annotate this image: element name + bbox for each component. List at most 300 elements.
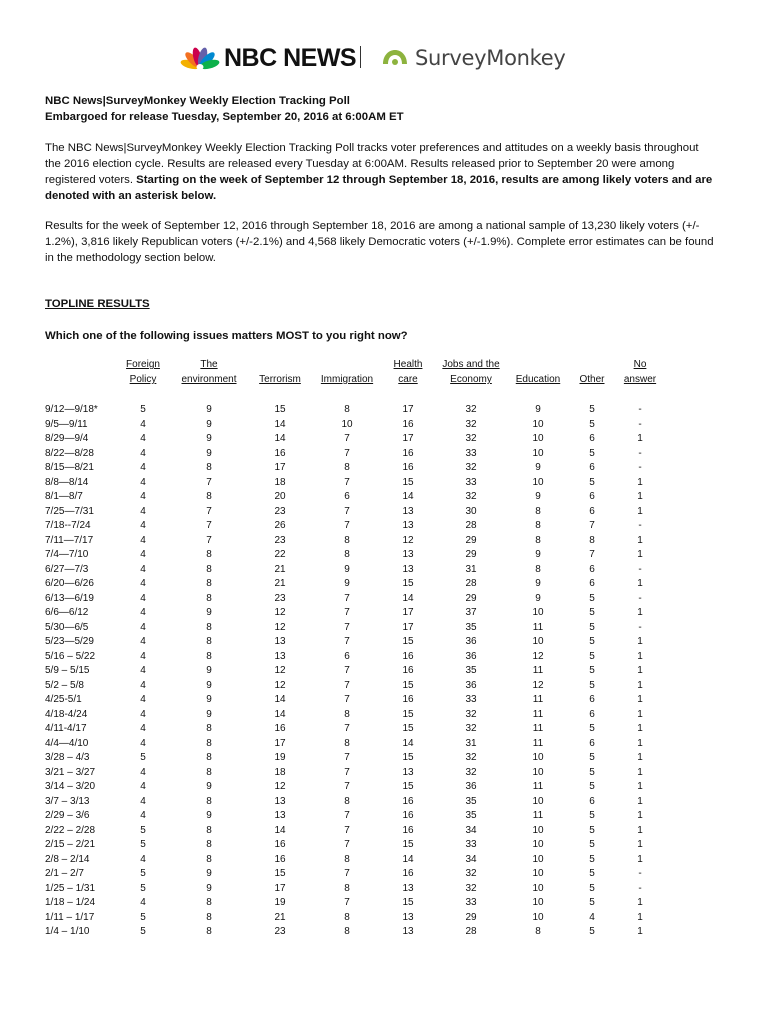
cell-foreign_policy: 4 [140,679,146,691]
cell-no_answer: 1 [637,737,643,749]
cell-other: 5 [589,447,595,459]
cell-terrorism: 16 [274,839,286,850]
cell-education: 9 [535,592,541,604]
cell-education: 10 [532,447,544,459]
column-header-foreign_policy-line1: Foreign [126,359,160,370]
column-header-education-line2: Education [515,374,561,385]
cell-no_answer: 1 [637,766,643,778]
embargo-line: Embargoed for release Tuesday, September 20, 2016 at 6:00AM ET [45,111,404,123]
intro-paragraph-2 [45,218,735,266]
cell-health_care: 13 [402,505,414,517]
column-header-no_answer-line2: answer [623,374,657,385]
cell-other: 5 [589,723,595,734]
cell-terrorism: 23 [274,534,286,546]
cell-education: 11 [532,708,544,720]
cell-health_care: 15 [402,708,414,720]
cell-no_answer: 1 [637,549,643,560]
cell-other: 5 [589,418,595,430]
cell-environment: 9 [206,404,212,415]
cell-immigration: 7 [344,781,350,792]
row-date: 1/18 – 1/24 [45,897,96,908]
cell-foreign_policy: 4 [140,476,146,488]
cell-foreign_policy: 4 [140,665,146,676]
cell-environment: 9 [206,694,212,705]
cell-immigration: 7 [344,868,350,879]
cell-education: 9 [535,578,541,589]
cell-foreign_policy: 4 [140,418,146,430]
cell-no_answer: - [638,868,642,879]
cell-health_care: 16 [402,418,414,430]
cell-immigration: 7 [344,621,350,633]
table-row [0,779,768,794]
p1-line2: the 2016 election cycle. Results are released every Tuesday at 6:00AM. Results released prior to September 20 were among [45,158,675,170]
cell-foreign_policy: 5 [140,839,146,850]
cell-jobs_economy: 33 [465,694,477,705]
cell-jobs_economy: 32 [465,882,477,894]
cell-foreign_policy: 5 [140,752,146,763]
cell-environment: 8 [206,592,212,604]
cell-health_care: 14 [402,592,414,604]
row-date: 4/4—4/10 [45,737,89,749]
cell-jobs_economy: 30 [465,505,477,517]
row-date: 1/4 – 1/10 [45,926,90,937]
cell-immigration: 8 [344,534,350,546]
cell-terrorism: 12 [274,665,286,676]
cell-terrorism: 14 [274,708,286,720]
cell-immigration: 8 [344,549,350,560]
column-header-jobs_economy-line2: Economy [450,374,492,385]
cell-other: 5 [589,592,595,604]
cell-environment: 7 [206,476,212,488]
table-row [0,417,768,432]
row-date: 5/23—5/29 [45,636,94,647]
cell-other: 6 [589,694,595,705]
cell-other: 5 [589,868,595,879]
cell-education: 10 [532,607,544,618]
cell-education: 8 [535,505,541,517]
cell-health_care: 14 [402,853,414,865]
cell-terrorism: 23 [274,592,286,604]
cell-education: 12 [532,679,544,691]
cell-immigration: 7 [344,520,350,531]
cell-jobs_economy: 32 [465,462,477,473]
cell-terrorism: 12 [274,781,286,792]
cell-environment: 8 [206,621,212,633]
cell-health_care: 17 [402,621,414,633]
cell-immigration: 7 [344,752,350,763]
cell-immigration: 8 [344,911,350,923]
row-date: 1/25 – 1/31 [45,882,96,894]
cell-education: 8 [535,926,541,937]
cell-terrorism: 12 [274,679,286,691]
cell-jobs_economy: 29 [465,911,477,923]
cell-other: 6 [589,433,595,444]
cell-terrorism: 19 [274,752,286,763]
cell-immigration: 10 [341,418,353,430]
cell-terrorism: 21 [274,563,286,575]
table-row [0,518,768,533]
cell-other: 6 [589,795,595,807]
column-header-foreign_policy-line2: Policy [129,374,157,385]
column-header-immigration-line2: Immigration [320,374,374,385]
cell-other: 5 [589,607,595,618]
cell-immigration: 7 [344,607,350,618]
row-date: 3/21 – 3/27 [45,766,96,778]
cell-terrorism: 13 [274,810,286,821]
row-date: 7/11—7/17 [45,534,94,546]
cell-jobs_economy: 32 [465,418,477,430]
cell-health_care: 15 [402,476,414,488]
row-date: 3/7 – 3/13 [45,795,90,807]
row-date: 8/29—9/4 [45,433,89,444]
table-row [0,895,768,910]
cell-health_care: 16 [402,650,414,662]
cell-terrorism: 16 [274,447,286,459]
table-row [0,605,768,620]
cell-education: 9 [535,491,541,502]
cell-terrorism: 21 [274,578,286,589]
cell-no_answer: - [638,592,642,604]
row-date: 2/15 – 2/21 [45,839,96,850]
cell-jobs_economy: 35 [465,795,477,807]
cell-jobs_economy: 32 [465,708,477,720]
cell-terrorism: 19 [274,897,286,908]
row-date: 8/1—8/7 [45,491,83,502]
cell-jobs_economy: 35 [465,621,477,633]
row-date: 8/22—8/28 [45,447,94,459]
cell-other: 6 [589,578,595,589]
cell-other: 4 [589,911,595,923]
cell-terrorism: 17 [274,882,286,894]
cell-health_care: 13 [402,549,414,560]
logo-bar [0,40,768,76]
cell-terrorism: 17 [274,462,286,473]
cell-jobs_economy: 32 [465,433,477,444]
cell-immigration: 7 [344,665,350,676]
cell-education: 12 [532,650,544,662]
surveymonkey-icon [380,47,410,69]
cell-no_answer: - [638,520,642,531]
cell-health_care: 13 [402,926,414,937]
cell-terrorism: 13 [274,795,286,807]
cell-no_answer: 1 [637,476,643,488]
row-date: 9/5—9/11 [45,418,88,430]
cell-terrorism: 16 [274,853,286,865]
cell-terrorism: 12 [274,621,286,633]
p1-line3-normal: registered voters. [45,174,133,186]
cell-jobs_economy: 33 [465,447,477,459]
row-date: 9/12—9/18* [45,404,98,415]
cell-health_care: 12 [402,534,414,546]
cell-no_answer: 1 [637,708,643,720]
cell-terrorism: 14 [274,694,286,705]
cell-environment: 9 [206,679,212,691]
cell-terrorism: 18 [274,766,286,778]
cell-health_care: 13 [402,766,414,778]
cell-foreign_policy: 5 [140,911,146,923]
cell-environment: 8 [206,911,212,923]
cell-other: 6 [589,708,595,720]
table-row [0,460,768,475]
cell-environment: 8 [206,491,212,502]
cell-health_care: 15 [402,723,414,734]
cell-education: 10 [532,839,544,850]
cell-foreign_policy: 4 [140,534,146,546]
cell-environment: 8 [206,650,212,662]
cell-foreign_policy: 4 [140,505,146,517]
cell-terrorism: 26 [274,520,286,531]
cell-environment: 8 [206,563,212,575]
table-row [0,765,768,780]
table-row [0,591,768,606]
cell-education: 11 [532,723,544,734]
cell-immigration: 6 [344,491,350,502]
p1-line3-bold: Starting on the week of September 12 through September 18, 2016, results are among likely voters and are [133,174,713,186]
row-date: 7/18--7/24 [45,520,91,531]
cell-immigration: 7 [344,505,350,517]
p1-line3 [45,172,735,188]
column-header-jobs_economy-line1: Jobs and the [442,359,500,370]
cell-foreign_policy: 4 [140,491,146,502]
table-row [0,533,768,548]
cell-jobs_economy: 29 [465,549,477,560]
column-header-terrorism-line2: Terrorism [259,374,301,385]
cell-education: 10 [532,868,544,879]
nbc-peacock-icon [180,46,220,70]
cell-education: 10 [532,752,544,763]
cell-education: 10 [532,795,544,807]
cell-no_answer: 1 [637,665,643,676]
table-row [0,475,768,490]
cell-immigration: 8 [344,404,350,415]
cell-immigration: 7 [344,592,350,604]
cell-health_care: 15 [402,679,414,691]
poll-title: NBC News|SurveyMonkey Weekly Election Tracking Poll [45,95,350,107]
p2-line1: Results for the week of September 12, 2016 through September 18, 2016 are among a national sample of 13,230 likely voters (+/- [45,220,700,232]
cell-no_answer: 1 [637,650,643,662]
cell-health_care: 15 [402,781,414,792]
cell-no_answer: 1 [637,433,643,444]
cell-terrorism: 20 [274,491,286,502]
cell-immigration: 7 [344,810,350,821]
cell-no_answer: 1 [637,926,643,937]
table-row [0,504,768,519]
cell-foreign_policy: 4 [140,433,146,444]
cell-immigration: 8 [344,853,350,865]
cell-environment: 8 [206,839,212,850]
p2-line2: 1.2%), 3,816 likely Republican voters (+/-2.1%) and 4,568 likely Democratic voters (+/-1.9%). Complete error estimates can be found [45,236,714,248]
cell-environment: 9 [206,810,212,821]
table-row [0,634,768,649]
intro-paragraph-1 [45,140,735,204]
cell-foreign_policy: 4 [140,781,146,792]
cell-immigration: 7 [344,636,350,647]
p1-line4: denoted with an asterisk below. [45,190,217,202]
cell-no_answer: 1 [637,578,643,589]
peacock-body [197,64,204,70]
cell-other: 6 [589,737,595,749]
cell-no_answer: 1 [637,752,643,763]
row-date: 4/11-4/17 [45,723,87,734]
cell-environment: 8 [206,737,212,749]
cell-foreign_policy: 4 [140,766,146,778]
cell-health_care: 13 [402,911,414,923]
cell-jobs_economy: 37 [465,607,477,618]
cell-education: 10 [532,897,544,908]
row-date: 5/9 – 5/15 [45,665,90,676]
cell-health_care: 16 [402,824,414,836]
cell-foreign_policy: 4 [140,810,146,821]
table-row [0,910,768,925]
cell-terrorism: 14 [274,418,286,430]
table-row [0,823,768,838]
cell-environment: 9 [206,868,212,879]
cell-foreign_policy: 4 [140,636,146,647]
cell-jobs_economy: 28 [465,578,477,589]
table-row [0,547,768,562]
table-row [0,881,768,896]
cell-education: 11 [532,621,544,633]
row-date: 5/30—6/5 [45,621,89,633]
cell-no_answer: 1 [637,911,643,923]
cell-education: 10 [532,636,544,647]
cell-other: 5 [589,824,595,836]
cell-other: 5 [589,621,595,633]
cell-environment: 7 [206,505,212,517]
cell-terrorism: 15 [274,868,286,879]
nbc-news-logo-text: NBC NEWS [224,43,357,72]
cell-no_answer: - [638,404,642,415]
cell-health_care: 15 [402,752,414,763]
cell-immigration: 7 [344,897,350,908]
cell-foreign_policy: 4 [140,650,146,662]
cell-jobs_economy: 29 [465,592,477,604]
cell-education: 9 [535,404,541,415]
cell-terrorism: 21 [274,911,286,923]
cell-no_answer: - [638,882,642,894]
cell-health_care: 16 [402,447,414,459]
cell-other: 5 [589,766,595,778]
cell-jobs_economy: 33 [465,476,477,488]
cell-other: 6 [589,491,595,502]
cell-foreign_policy: 4 [140,694,146,705]
column-header-health_care-line2: care [398,374,418,385]
cell-health_care: 15 [402,578,414,589]
cell-environment: 8 [206,897,212,908]
table-row [0,663,768,678]
cell-education: 8 [535,520,541,531]
table-row [0,750,768,765]
table-row [0,649,768,664]
row-date: 8/15—8/21 [45,462,94,473]
cell-environment: 8 [206,752,212,763]
cell-no_answer: 1 [637,853,643,865]
cell-jobs_economy: 31 [465,737,477,749]
column-header-other-line2: Other [579,374,605,385]
cell-education: 9 [535,549,541,560]
cell-health_care: 13 [402,882,414,894]
cell-education: 9 [535,462,541,473]
cell-jobs_economy: 34 [465,824,477,836]
cell-no_answer: 1 [637,534,643,546]
cell-terrorism: 22 [274,549,286,560]
cell-jobs_economy: 32 [465,491,477,502]
cell-education: 11 [532,694,544,705]
cell-other: 5 [589,926,595,937]
logo-divider [360,46,361,68]
cell-jobs_economy: 36 [465,781,477,792]
cell-terrorism: 18 [274,476,286,488]
cell-other: 5 [589,853,595,865]
cell-foreign_policy: 4 [140,607,146,618]
cell-immigration: 8 [344,926,350,937]
cell-foreign_policy: 4 [140,737,146,749]
table-row [0,808,768,823]
cell-environment: 9 [206,708,212,720]
cell-education: 8 [535,534,541,546]
cell-jobs_economy: 32 [465,752,477,763]
cell-jobs_economy: 28 [465,926,477,937]
cell-health_care: 15 [402,897,414,908]
cell-environment: 8 [206,853,212,865]
row-date: 2/22 – 2/28 [45,824,96,836]
cell-other: 5 [589,404,595,415]
cell-other: 5 [589,897,595,908]
row-date: 7/4—7/10 [45,549,89,560]
table-row [0,678,768,693]
row-date: 4/25-5/1 [45,694,82,705]
cell-terrorism: 23 [274,505,286,517]
cell-environment: 8 [206,462,212,473]
row-date: 4/18-4/24 [45,708,88,720]
cell-no_answer: - [638,418,642,430]
question-text: Which one of the following issues matters MOST to you right now? [45,330,408,342]
cell-other: 5 [589,636,595,647]
cell-other: 5 [589,882,595,894]
cell-health_care: 13 [402,563,414,575]
surveymonkey-logo [380,42,566,74]
cell-immigration: 7 [344,723,350,734]
cell-immigration: 8 [344,708,350,720]
cell-health_care: 15 [402,636,414,647]
cell-no_answer: 1 [637,505,643,517]
cell-terrorism: 13 [274,636,286,647]
cell-foreign_policy: 4 [140,462,146,473]
table-row [0,721,768,736]
cell-foreign_policy: 4 [140,621,146,633]
row-date: 6/27—7/3 [45,563,89,575]
row-date: 2/8 – 2/14 [45,853,90,865]
table-row [0,707,768,722]
cell-environment: 9 [206,607,212,618]
cell-jobs_economy: 36 [465,679,477,691]
column-header-environment-line1: The [200,359,218,370]
cell-health_care: 13 [402,520,414,531]
cell-environment: 8 [206,723,212,734]
cell-other: 5 [589,679,595,691]
cell-environment: 9 [206,418,212,430]
cell-terrorism: 23 [274,926,286,937]
column-header-no_answer-line1: No [633,359,647,370]
cell-foreign_policy: 5 [140,868,146,879]
table-row [0,431,768,446]
row-date: 7/25—7/31 [45,505,94,517]
cell-health_care: 16 [402,810,414,821]
cell-environment: 8 [206,795,212,807]
cell-foreign_policy: 4 [140,549,146,560]
cell-immigration: 8 [344,882,350,894]
cell-education: 10 [532,853,544,865]
